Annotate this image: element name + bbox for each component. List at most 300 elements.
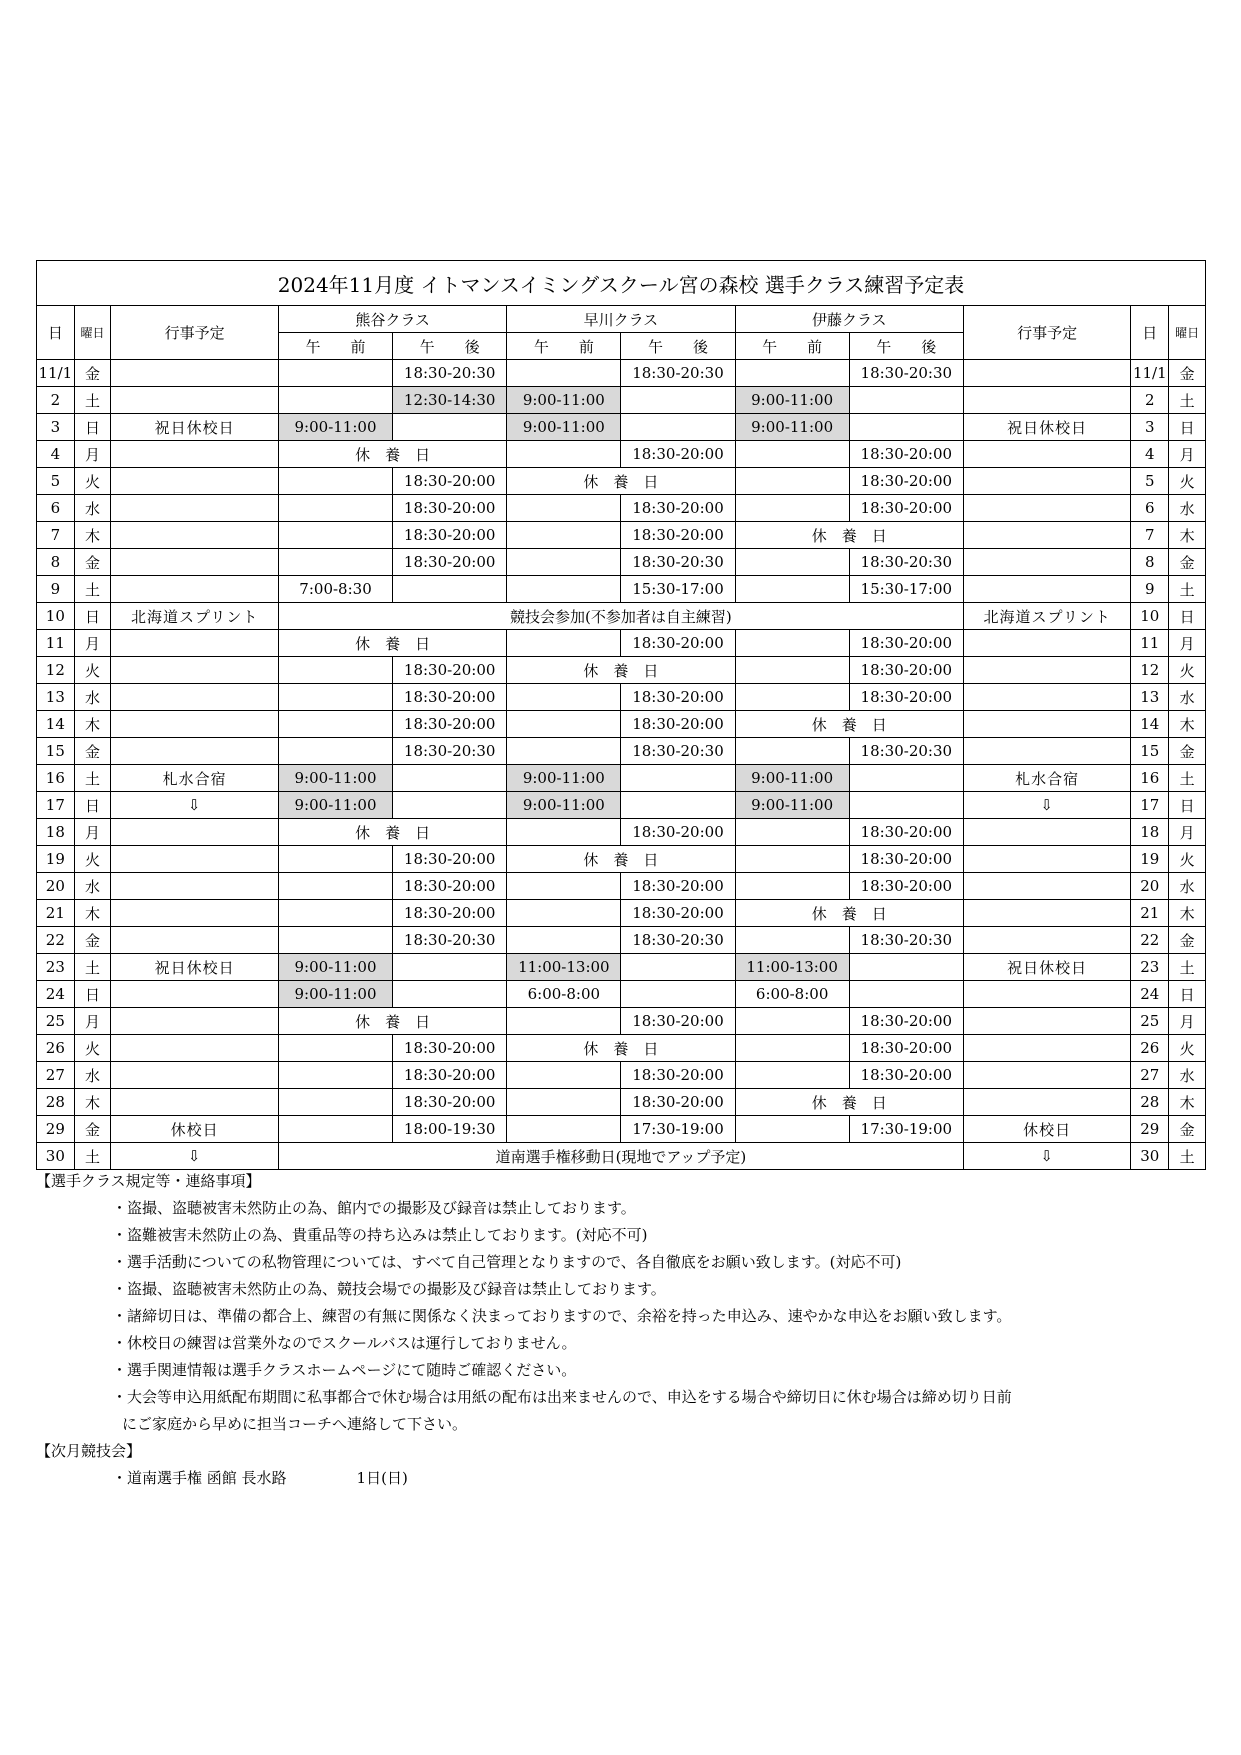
weekday-cell-right: 金 <box>1169 549 1206 576</box>
day-cell: 9 <box>37 576 75 603</box>
ito-am-cell <box>735 657 849 684</box>
note-item: ・休校日の練習は営業外なのでスクールバスは運行しておりません。 <box>112 1334 577 1352</box>
day-cell: 5 <box>37 468 75 495</box>
day-cell: 12 <box>37 657 75 684</box>
page-title: 2024年11月度 イトマンスイミングスクール宮の森校 選手クラス練習予定表 <box>37 261 1206 306</box>
hayakawa-pm-cell <box>621 387 735 414</box>
span-cell: 道南選手権移動日(現地でアップ予定) <box>278 1143 963 1170</box>
kumagai-am-cell <box>278 1035 392 1062</box>
hayakawa-pm-cell: 18:30-20:00 <box>621 1062 735 1089</box>
ito-pm-cell <box>849 792 963 819</box>
kumagai-pm-cell <box>393 576 507 603</box>
day-cell-right: 11/1 <box>1131 360 1169 387</box>
next-competition-item <box>36 1465 1206 1492</box>
ito-am-cell <box>735 846 849 873</box>
hayakawa-am-cell <box>507 1062 621 1089</box>
event-cell <box>111 441 279 468</box>
schedule-row <box>37 927 1206 954</box>
day-cell-right: 22 <box>1131 927 1169 954</box>
day-cell: 20 <box>37 873 75 900</box>
header-am: 午 前 <box>507 333 621 360</box>
hayakawa-am-cell: 9:00-11:00 <box>507 414 621 441</box>
weekday-cell-right: 月 <box>1169 819 1206 846</box>
schedule-row <box>37 603 1206 630</box>
ito-am-cell: 6:00-8:00 <box>735 981 849 1008</box>
hayakawa-am-cell <box>507 1116 621 1143</box>
event-cell <box>111 927 279 954</box>
event-cell-right <box>963 1008 1131 1035</box>
hayakawa-am-cell <box>507 684 621 711</box>
event-cell-right <box>963 873 1131 900</box>
day-cell: 11/1 <box>37 360 75 387</box>
day-cell-right: 8 <box>1131 549 1169 576</box>
hayakawa-am-cell: 9:00-11:00 <box>507 387 621 414</box>
ito-am-cell <box>735 360 849 387</box>
span-cell: 競技会参加(不参加者は自主練習) <box>278 603 963 630</box>
rest-day-ito: 休 養 日 <box>735 900 963 927</box>
schedule-row <box>37 360 1206 387</box>
weekday-cell-right: 金 <box>1169 738 1206 765</box>
schedule-row <box>37 1116 1206 1143</box>
weekday-cell-right: 日 <box>1169 414 1206 441</box>
event-cell-right <box>963 576 1131 603</box>
day-cell: 27 <box>37 1062 75 1089</box>
weekday-cell-right: 月 <box>1169 1008 1206 1035</box>
weekday-cell-right: 火 <box>1169 1035 1206 1062</box>
schedule-row <box>37 468 1206 495</box>
header-class-kumagai: 熊谷クラス <box>278 306 506 333</box>
schedule-sheet <box>36 260 1206 1170</box>
hayakawa-pm-cell: 18:30-20:00 <box>621 522 735 549</box>
weekday-cell-right: 水 <box>1169 873 1206 900</box>
event-cell-right <box>963 1062 1131 1089</box>
hayakawa-pm-cell: 18:30-20:30 <box>621 738 735 765</box>
ito-am-cell <box>735 549 849 576</box>
kumagai-am-cell: 9:00-11:00 <box>278 981 392 1008</box>
event-cell-right: 北海道スプリント <box>963 603 1131 630</box>
hayakawa-pm-cell: 18:30-20:30 <box>621 549 735 576</box>
day-cell: 16 <box>37 765 75 792</box>
weekday-cell-right: 土 <box>1169 1143 1206 1170</box>
schedule-row <box>37 414 1206 441</box>
event-cell <box>111 630 279 657</box>
event-cell <box>111 981 279 1008</box>
event-cell-right <box>963 441 1131 468</box>
day-cell-right: 13 <box>1131 684 1169 711</box>
event-cell-right <box>963 630 1131 657</box>
header-event-right: 行事予定 <box>963 306 1131 360</box>
event-cell <box>111 1035 279 1062</box>
day-cell: 18 <box>37 819 75 846</box>
event-cell-right <box>963 549 1131 576</box>
hayakawa-pm-cell: 18:30-20:00 <box>621 495 735 522</box>
event-cell-right: 祝日休校日 <box>963 954 1131 981</box>
hayakawa-am-cell <box>507 738 621 765</box>
event-cell-right <box>963 711 1131 738</box>
kumagai-pm-cell: 18:30-20:00 <box>393 711 507 738</box>
schedule-row <box>37 1062 1206 1089</box>
weekday-cell: 木 <box>74 1089 111 1116</box>
weekday-cell-right: 金 <box>1169 360 1206 387</box>
weekday-cell: 土 <box>74 765 111 792</box>
event-cell-right <box>963 981 1131 1008</box>
weekday-cell: 月 <box>74 630 111 657</box>
event-cell-right <box>963 819 1131 846</box>
day-cell-right: 4 <box>1131 441 1169 468</box>
weekday-cell: 金 <box>74 738 111 765</box>
day-cell-right: 18 <box>1131 819 1169 846</box>
event-cell <box>111 576 279 603</box>
event-cell-right <box>963 846 1131 873</box>
weekday-cell: 木 <box>74 711 111 738</box>
schedule-row <box>37 522 1206 549</box>
hayakawa-pm-cell <box>621 981 735 1008</box>
day-cell: 2 <box>37 387 75 414</box>
event-cell <box>111 738 279 765</box>
hayakawa-pm-cell: 15:30-17:00 <box>621 576 735 603</box>
schedule-row <box>37 387 1206 414</box>
kumagai-pm-cell: 18:30-20:00 <box>393 468 507 495</box>
weekday-cell: 火 <box>74 468 111 495</box>
ito-pm-cell: 18:30-20:00 <box>849 684 963 711</box>
ito-am-cell <box>735 495 849 522</box>
event-cell-right <box>963 522 1131 549</box>
kumagai-pm-cell: 18:30-20:30 <box>393 360 507 387</box>
event-cell: 祝日休校日 <box>111 414 279 441</box>
day-cell: 14 <box>37 711 75 738</box>
kumagai-am-cell <box>278 468 392 495</box>
hayakawa-am-cell <box>507 927 621 954</box>
schedule-body <box>37 360 1206 1170</box>
event-cell <box>111 846 279 873</box>
ito-am-cell: 9:00-11:00 <box>735 387 849 414</box>
event-cell <box>111 900 279 927</box>
notes-section <box>36 1168 1206 1492</box>
ito-pm-cell: 18:30-20:00 <box>849 846 963 873</box>
hayakawa-pm-cell: 18:30-20:30 <box>621 927 735 954</box>
weekday-cell-right: 水 <box>1169 684 1206 711</box>
note-item: ・大会等申込用紙配布期間に私事都合で休む場合は用紙の配布は出来ませんので、申込をする場合や締切日に休む場合は締め切り日前 <box>112 1388 1012 1406</box>
note-item: ・諸締切日は、準備の都合上、練習の有無に関係なく決まっておりますので、余裕を持った申込み、速やかな申込をお願い致します。 <box>112 1307 1012 1325</box>
ito-am-cell <box>735 576 849 603</box>
ito-am-cell <box>735 684 849 711</box>
hayakawa-pm-cell: 18:30-20:00 <box>621 873 735 900</box>
hayakawa-am-cell <box>507 441 621 468</box>
ito-pm-cell: 18:30-20:00 <box>849 657 963 684</box>
hayakawa-pm-cell <box>621 765 735 792</box>
hayakawa-pm-cell: 18:30-20:00 <box>621 441 735 468</box>
kumagai-pm-cell: 12:30-14:30 <box>393 387 507 414</box>
kumagai-am-cell <box>278 1089 392 1116</box>
header-am: 午 前 <box>278 333 392 360</box>
day-cell-right: 29 <box>1131 1116 1169 1143</box>
day-cell: 28 <box>37 1089 75 1116</box>
day-cell: 4 <box>37 441 75 468</box>
kumagai-am-cell <box>278 900 392 927</box>
ito-am-cell <box>735 819 849 846</box>
schedule-row <box>37 846 1206 873</box>
event-cell <box>111 468 279 495</box>
kumagai-pm-cell: 18:30-20:00 <box>393 684 507 711</box>
event-cell: ⇩ <box>111 792 279 819</box>
hayakawa-pm-cell: 17:30-19:00 <box>621 1116 735 1143</box>
day-cell: 8 <box>37 549 75 576</box>
event-cell-right <box>963 927 1131 954</box>
ito-am-cell <box>735 630 849 657</box>
day-cell-right: 14 <box>1131 711 1169 738</box>
ito-pm-cell: 18:30-20:00 <box>849 441 963 468</box>
hayakawa-am-cell: 9:00-11:00 <box>507 765 621 792</box>
weekday-cell-right: 土 <box>1169 954 1206 981</box>
rest-day-ito: 休 養 日 <box>735 711 963 738</box>
hayakawa-pm-cell: 18:30-20:00 <box>621 900 735 927</box>
header-am: 午 前 <box>735 333 849 360</box>
hayakawa-am-cell <box>507 819 621 846</box>
event-cell <box>111 1008 279 1035</box>
day-cell-right: 27 <box>1131 1062 1169 1089</box>
day-cell: 24 <box>37 981 75 1008</box>
rest-day-ito: 休 養 日 <box>735 1089 963 1116</box>
rest-day-kumagai: 休 養 日 <box>278 1008 506 1035</box>
weekday-cell-right: 水 <box>1169 1062 1206 1089</box>
day-cell-right: 19 <box>1131 846 1169 873</box>
ito-pm-cell: 18:30-20:00 <box>849 1008 963 1035</box>
event-cell-right <box>963 900 1131 927</box>
note-item: ・盗撮、盗聴被害未然防止の為、競技会場での撮影及び録音は禁止しております。 <box>112 1280 666 1298</box>
schedule-row <box>37 657 1206 684</box>
weekday-cell-right: 金 <box>1169 927 1206 954</box>
schedule-row <box>37 495 1206 522</box>
weekday-cell: 金 <box>74 927 111 954</box>
kumagai-pm-cell: 18:30-20:00 <box>393 495 507 522</box>
ito-pm-cell: 18:30-20:30 <box>849 738 963 765</box>
weekday-cell: 日 <box>74 981 111 1008</box>
note-item: ・選手関連情報は選手クラスホームページにて随時ご確認ください。 <box>112 1361 577 1379</box>
next-competition-date: 1日(日) <box>356 1469 408 1487</box>
weekday-cell-right: 火 <box>1169 846 1206 873</box>
weekday-cell: 火 <box>74 1035 111 1062</box>
day-cell-right: 26 <box>1131 1035 1169 1062</box>
ito-pm-cell: 18:30-20:30 <box>849 360 963 387</box>
hayakawa-am-cell <box>507 900 621 927</box>
day-cell: 6 <box>37 495 75 522</box>
hayakawa-am-cell <box>507 630 621 657</box>
day-cell-right: 28 <box>1131 1089 1169 1116</box>
weekday-cell-right: 水 <box>1169 495 1206 522</box>
schedule-row <box>37 765 1206 792</box>
kumagai-am-cell: 7:00-8:30 <box>278 576 392 603</box>
rest-day-kumagai: 休 養 日 <box>278 441 506 468</box>
kumagai-am-cell: 9:00-11:00 <box>278 792 392 819</box>
ito-pm-cell: 18:30-20:00 <box>849 495 963 522</box>
kumagai-am-cell <box>278 1062 392 1089</box>
notes-heading: 【選手クラス規定等・連絡事項】 <box>36 1172 261 1190</box>
header-weekday-right: 曜日 <box>1169 306 1206 360</box>
ito-pm-cell: 18:30-20:00 <box>849 1035 963 1062</box>
weekday-cell: 金 <box>74 360 111 387</box>
event-cell-right: 札水合宿 <box>963 765 1131 792</box>
ito-pm-cell: 18:30-20:00 <box>849 468 963 495</box>
schedule-row <box>37 954 1206 981</box>
weekday-cell-right: 日 <box>1169 981 1206 1008</box>
weekday-cell: 月 <box>74 1008 111 1035</box>
day-cell: 26 <box>37 1035 75 1062</box>
ito-pm-cell: 15:30-17:00 <box>849 576 963 603</box>
day-cell: 13 <box>37 684 75 711</box>
day-cell: 23 <box>37 954 75 981</box>
day-cell: 17 <box>37 792 75 819</box>
weekday-cell-right: 月 <box>1169 441 1206 468</box>
ito-am-cell: 9:00-11:00 <box>735 414 849 441</box>
kumagai-pm-cell <box>393 981 507 1008</box>
weekday-cell-right: 日 <box>1169 792 1206 819</box>
header-event: 行事予定 <box>111 306 279 360</box>
kumagai-am-cell <box>278 522 392 549</box>
weekday-cell: 月 <box>74 441 111 468</box>
day-cell-right: 20 <box>1131 873 1169 900</box>
schedule-row <box>37 630 1206 657</box>
schedule-row <box>37 1008 1206 1035</box>
header-class-ito: 伊藤クラス <box>735 306 963 333</box>
hayakawa-am-cell: 9:00-11:00 <box>507 792 621 819</box>
event-cell: 札水合宿 <box>111 765 279 792</box>
day-cell: 11 <box>37 630 75 657</box>
day-cell-right: 9 <box>1131 576 1169 603</box>
day-cell: 7 <box>37 522 75 549</box>
schedule-row <box>37 1143 1206 1170</box>
schedule-row <box>37 1089 1206 1116</box>
event-cell <box>111 1062 279 1089</box>
hayakawa-am-cell <box>507 360 621 387</box>
weekday-cell: 水 <box>74 873 111 900</box>
weekday-cell: 水 <box>74 495 111 522</box>
day-cell-right: 10 <box>1131 603 1169 630</box>
hayakawa-pm-cell: 18:30-20:30 <box>621 360 735 387</box>
weekday-cell: 金 <box>74 1116 111 1143</box>
ito-am-cell: 9:00-11:00 <box>735 765 849 792</box>
event-cell-right <box>963 495 1131 522</box>
schedule-row <box>37 981 1206 1008</box>
hayakawa-am-cell <box>507 576 621 603</box>
schedule-row <box>37 1035 1206 1062</box>
schedule-row <box>37 873 1206 900</box>
schedule-row <box>37 711 1206 738</box>
event-cell-right <box>963 657 1131 684</box>
ito-pm-cell <box>849 765 963 792</box>
hayakawa-pm-cell: 18:30-20:00 <box>621 1008 735 1035</box>
event-cell <box>111 522 279 549</box>
note-item-continuation: にご家庭から早めに担当コーチへ連絡して下さい。 <box>122 1415 468 1433</box>
rest-day-hayakawa: 休 養 日 <box>507 846 735 873</box>
kumagai-pm-cell <box>393 414 507 441</box>
hayakawa-am-cell <box>507 873 621 900</box>
event-cell-right <box>963 738 1131 765</box>
hayakawa-am-cell: 6:00-8:00 <box>507 981 621 1008</box>
note-item: ・盗難被害未然防止の為、貴重品等の持ち込みは禁止しております。(対応不可) <box>112 1226 648 1244</box>
day-cell: 25 <box>37 1008 75 1035</box>
rest-day-kumagai: 休 養 日 <box>278 819 506 846</box>
kumagai-pm-cell: 18:30-20:00 <box>393 1062 507 1089</box>
day-cell: 30 <box>37 1143 75 1170</box>
ito-am-cell: 11:00-13:00 <box>735 954 849 981</box>
event-cell <box>111 711 279 738</box>
day-cell: 3 <box>37 414 75 441</box>
day-cell-right: 30 <box>1131 1143 1169 1170</box>
ito-pm-cell: 18:30-20:00 <box>849 630 963 657</box>
ito-pm-cell: 18:30-20:00 <box>849 819 963 846</box>
kumagai-pm-cell: 18:30-20:00 <box>393 900 507 927</box>
ito-am-cell <box>735 468 849 495</box>
rest-day-hayakawa: 休 養 日 <box>507 468 735 495</box>
event-cell: 北海道スプリント <box>111 603 279 630</box>
weekday-cell-right: 木 <box>1169 900 1206 927</box>
hayakawa-am-cell <box>507 522 621 549</box>
hayakawa-pm-cell: 18:30-20:00 <box>621 630 735 657</box>
schedule-row <box>37 819 1206 846</box>
header-weekday: 曜日 <box>74 306 111 360</box>
ito-pm-cell <box>849 414 963 441</box>
kumagai-pm-cell: 18:30-20:00 <box>393 549 507 576</box>
weekday-cell: 火 <box>74 657 111 684</box>
kumagai-pm-cell: 18:30-20:00 <box>393 1035 507 1062</box>
day-cell: 22 <box>37 927 75 954</box>
ito-am-cell <box>735 1062 849 1089</box>
kumagai-am-cell <box>278 360 392 387</box>
kumagai-pm-cell <box>393 954 507 981</box>
event-cell-right <box>963 360 1131 387</box>
kumagai-am-cell <box>278 846 392 873</box>
ito-am-cell: 9:00-11:00 <box>735 792 849 819</box>
event-cell-right <box>963 1089 1131 1116</box>
event-cell <box>111 495 279 522</box>
hayakawa-am-cell <box>507 549 621 576</box>
weekday-cell: 土 <box>74 387 111 414</box>
event-cell: 休校日 <box>111 1116 279 1143</box>
event-cell-right: ⇩ <box>963 1143 1131 1170</box>
day-cell: 10 <box>37 603 75 630</box>
kumagai-am-cell: 9:00-11:00 <box>278 954 392 981</box>
rest-day-ito: 休 養 日 <box>735 522 963 549</box>
header-pm: 午 後 <box>393 333 507 360</box>
ito-pm-cell <box>849 387 963 414</box>
schedule-row <box>37 441 1206 468</box>
kumagai-am-cell <box>278 711 392 738</box>
event-cell <box>111 819 279 846</box>
kumagai-am-cell <box>278 873 392 900</box>
hayakawa-pm-cell: 18:30-20:00 <box>621 1089 735 1116</box>
weekday-cell-right: 木 <box>1169 1089 1206 1116</box>
day-cell: 29 <box>37 1116 75 1143</box>
weekday-cell: 水 <box>74 1062 111 1089</box>
rest-day-hayakawa: 休 養 日 <box>507 657 735 684</box>
kumagai-am-cell: 9:00-11:00 <box>278 414 392 441</box>
weekday-cell-right: 火 <box>1169 468 1206 495</box>
ito-pm-cell: 17:30-19:00 <box>849 1116 963 1143</box>
ito-am-cell <box>735 738 849 765</box>
event-cell <box>111 387 279 414</box>
schedule-row <box>37 684 1206 711</box>
hayakawa-pm-cell: 18:30-20:00 <box>621 819 735 846</box>
note-item: ・選手活動についての私物管理については、すべて自己管理となりますので、各自徹底をお願い致します。(対応不可) <box>112 1253 902 1271</box>
day-cell-right: 25 <box>1131 1008 1169 1035</box>
schedule-table <box>36 260 1206 1170</box>
day-cell-right: 5 <box>1131 468 1169 495</box>
hayakawa-am-cell <box>507 711 621 738</box>
kumagai-am-cell: 9:00-11:00 <box>278 765 392 792</box>
ito-pm-cell <box>849 954 963 981</box>
hayakawa-pm-cell: 18:30-20:00 <box>621 711 735 738</box>
ito-pm-cell: 18:30-20:30 <box>849 549 963 576</box>
